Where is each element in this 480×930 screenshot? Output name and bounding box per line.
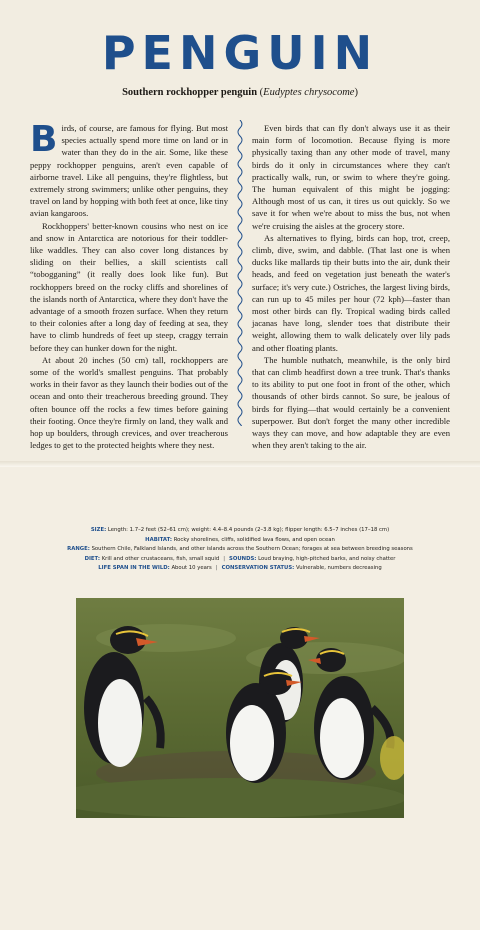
scientific-name: (Eudyptes chrysocome) (259, 87, 358, 98)
species-subtitle (0, 86, 480, 99)
paragraph: Birds, of course, are famous for flying. But most species actually spend more time on land or in water than they do in the air. Some, like these peppy rockhopper penguins, aren't even capable of airborne travel. Like all penguins, they're flightless, but extremely strong swimmers; unlike other penguins, they travel on land by hopping with both feet at once, like tiny avian kangaroos. (30, 119, 228, 219)
page-title: PENGUIN (101, 26, 379, 80)
fact-box (0, 526, 480, 574)
penguin-photo (76, 598, 404, 818)
drop-cap: B (30, 119, 58, 160)
article-column-left (30, 119, 228, 451)
paragraph: Rockhoppers' better-known cousins who nest on ice and snow in Antarctica are notorious for their toddler-like waddles. They can also cover long distances by sliding on their bellies, a skill scientists call “tobogganing” (it really does look like fun). But rockhoppers breed on the rocky cliffs and shorelines of the islands north of Antarctica, where they don't have the advantage of a smooth frozen surface. When they return to their colonies after a long day of feeding at sea, they have to climb hundreds of feet up steep, craggy terrain before they can hunker down for the night. (30, 220, 228, 353)
paragraph: As alternatives to flying, birds can hop, trot, creep, climb, dive, swim, and dabble. (That last one is when ducks like mallards tip their butts into the air, dunk their heads, and feed on vegetation just beneath the water's surface; it's very cute.) Ostriches, the largest living birds, can run up to 45 miles per hour (72 kph)—faster than most other birds can fly. Tropical wading birds called jacanas have long, slender toes that distribute their weight, allowing them to walk delicately over lily pads and other floating plants. (252, 232, 450, 353)
paragraph: Even birds that can fly don't always use it as their main form of locomotion. Because flying is more physically taxing than any other mode of travel, many birds do it only in circumstances where they can't practically walk, run, or swim to where they're going. The human equivalent of this might be jogging: Although most of us can, it tires us out quickly. So we save it for when we're about to miss the bus, not when we're cruising the aisles at the grocery store. (252, 123, 450, 231)
paragraph: The humble nuthatch, meanwhile, is the only bird that can climb headfirst down a tree trunk. That's thanks to its ability to put one foot in front of the other, which thousands of other birds cannot. So sure, be jealous of birds for flying—that would certainly be a convenient superpower. But don't forget the many other incredible ways they can move, and how adaptable they are even when they aren't taking to the air. (252, 354, 450, 451)
penguin-photo-illustration (76, 598, 404, 818)
paragraph: At about 20 inches (50 cm) tall, rockhoppers are some of the world's smallest penguins. That probably works in their favor as they launch their bodies out of the ocean and onto their treacherous breeding ground. They often bounce off the rocks a few times before gaining their footing. Once they're firmly on land, they walk and hop up boulders, through crevices, and over treacherous ledges to get to the protected heights where they nest. (30, 354, 228, 451)
fact-range: RANGE: Southern Chile, Falkland Islands, and other islands across the Southern Ocean; forages at sea between breeding seasons (67, 546, 413, 553)
fact-diet-sounds: DIET: Krill and other crustaceans, fish, small squid | SOUNDS: Loud braying, high-pitched barks, and noisy chatter (84, 555, 396, 562)
common-name: Southern rockhopper penguin (122, 87, 258, 98)
page-seam (0, 461, 480, 467)
fact-size: SIZE: Length: 1.7–2 feet (52–61 cm); weight: 4.4–8.4 pounds (2–3.8 kg); flipper length: 6.5–7 inches (17–18 cm) (90, 527, 390, 533)
fact-lifespan-conservation: LIFE SPAN IN THE WILD: About 10 years | CONSERVATION STATUS: Vulnerable, numbers decreasing (98, 565, 382, 572)
fact-habitat: HABITAT: Rocky shorelines, cliffs, solidified lava flows, and open ocean (145, 536, 335, 543)
article-column-right (252, 122, 450, 451)
wavy-column-divider (236, 120, 244, 426)
